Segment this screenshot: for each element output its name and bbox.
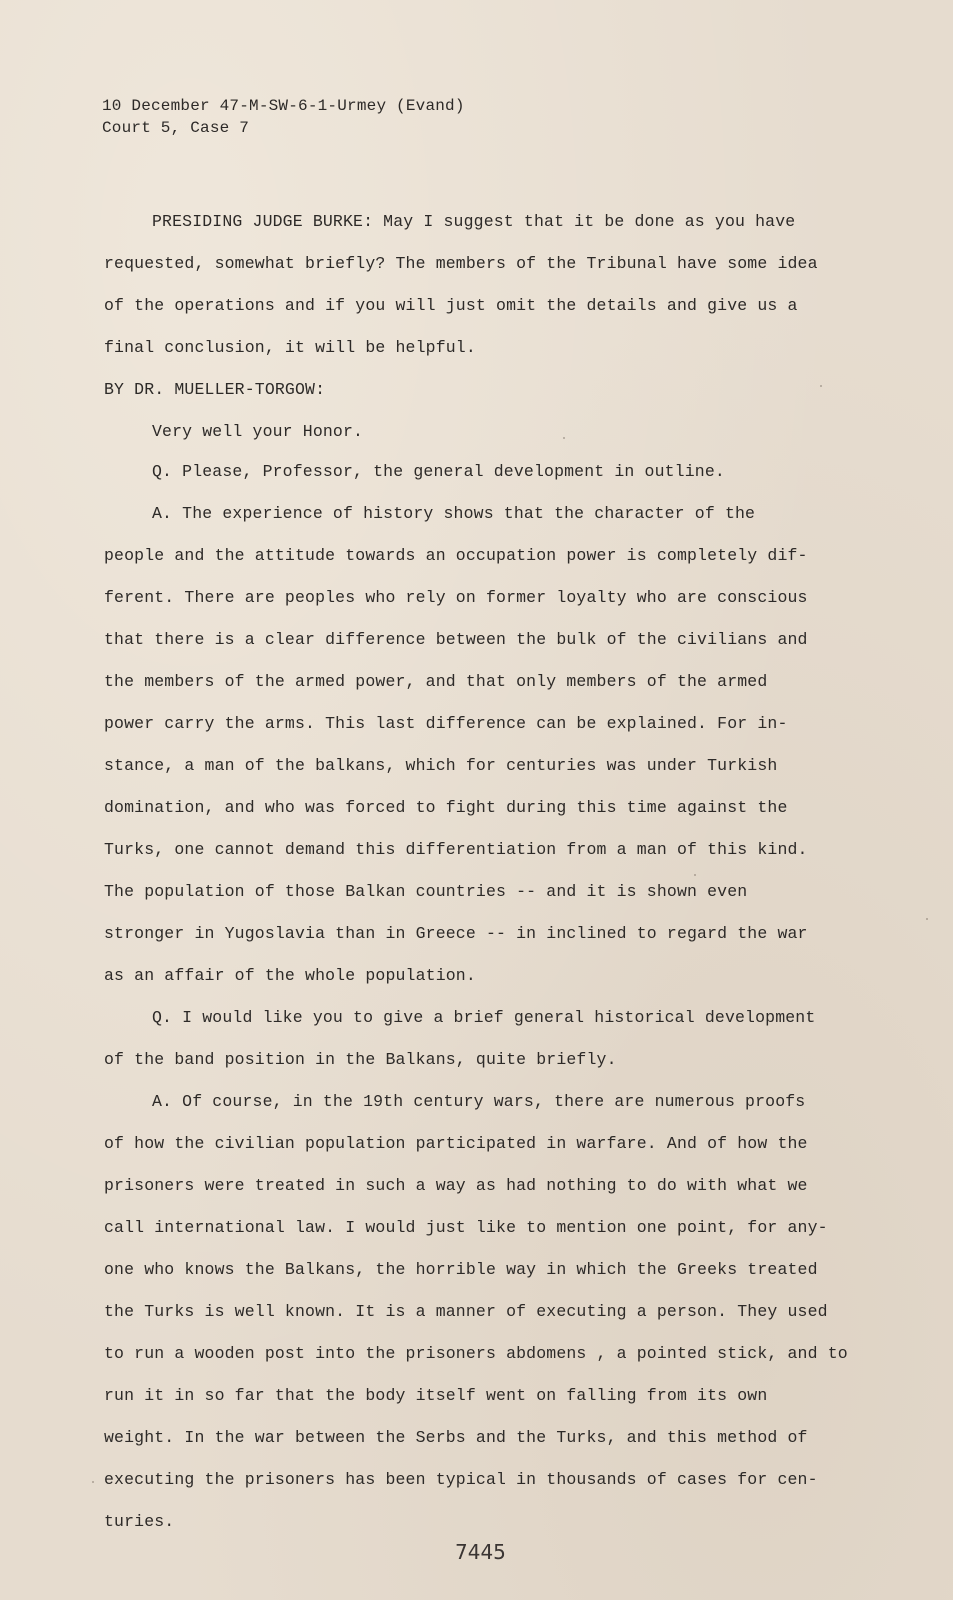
transcript-line: of how the civilian population participated in warfare. And of how the [104,1134,808,1153]
transcript-line: executing the prisoners has been typical in thousands of cases for cen- [104,1470,818,1489]
answer-line: A. Of course, in the 19th century wars, there are numerous proofs [152,1092,806,1111]
transcript-line: as an affair of the whole population. [104,966,476,985]
transcript-line: call international law. I would just like to mention one point, for any- [104,1218,828,1237]
transcript-line: prisoners were treated in such a way as had nothing to do with what we [104,1176,808,1195]
transcript-line: Turks, one cannot demand this differentiation from a man of this kind. [104,840,808,859]
transcript-line: turies. [104,1512,175,1531]
transcript-line: of the operations and if you will just omit the details and give us a [104,296,798,315]
transcript-line: that there is a clear difference between the bulk of the civilians and [104,630,808,649]
transcript-line: stronger in Yugoslavia than in Greece -- in inclined to regard the war [104,924,808,943]
transcript-line: The population of those Balkan countries -- and it is shown even [104,882,748,901]
answer-line: A. The experience of history shows that the character of the [152,504,756,523]
transcript-line: weight. In the war between the Serbs and the Turks, and this method of [104,1428,808,1447]
transcript-line: one who knows the Balkans, the horrible way in which the Greeks treated [104,1260,818,1279]
header-reference-line: 10 December 47-M-SW-6-1-Urmey (Evand) [102,97,465,115]
transcript-line: final conclusion, it will be helpful. [104,338,476,357]
transcript-line: run it in so far that the body itself went on falling from its own [104,1386,768,1405]
question-line: Q. I would like you to give a brief general historical development [152,1008,816,1027]
transcript-line: PRESIDING JUDGE BURKE: May I suggest that it be done as you have [152,212,796,231]
transcript-line: power carry the arms. This last difference can be explained. For in- [104,714,788,733]
paper-speck [820,385,822,387]
paper-speck [563,437,565,439]
paper-speck [926,918,928,920]
transcript-line: requested, somewhat briefly? The members of the Tribunal have some idea [104,254,818,273]
header-court-line: Court 5, Case 7 [102,119,250,137]
paper-speck [92,1481,94,1483]
question-line: Q. Please, Professor, the general development in outline. [152,462,725,481]
transcript-line: to run a wooden post into the prisoners abdomens , a pointed stick, and to [104,1344,848,1363]
examiner-heading: BY DR. MUELLER-TORGOW: [104,380,326,399]
document-header [102,95,465,139]
transcript-line: of the band position in the Balkans, quite briefly. [104,1050,617,1069]
page-number: 7445 [455,1540,506,1564]
transcript-line: people and the attitude towards an occupation power is completely dif- [104,546,808,565]
transcript-line: the members of the armed power, and that only members of the armed [104,672,768,691]
transcript-line: Very well your Honor. [152,422,364,441]
transcript-line: ferent. There are peoples who rely on former loyalty who are conscious [104,588,808,607]
transcript-line: domination, and who was forced to fight during this time against the [104,798,788,817]
paper-speck [694,874,696,876]
transcript-line: stance, a man of the balkans, which for centuries was under Turkish [104,756,778,775]
transcript-line: the Turks is well known. It is a manner of executing a person. They used [104,1302,828,1321]
